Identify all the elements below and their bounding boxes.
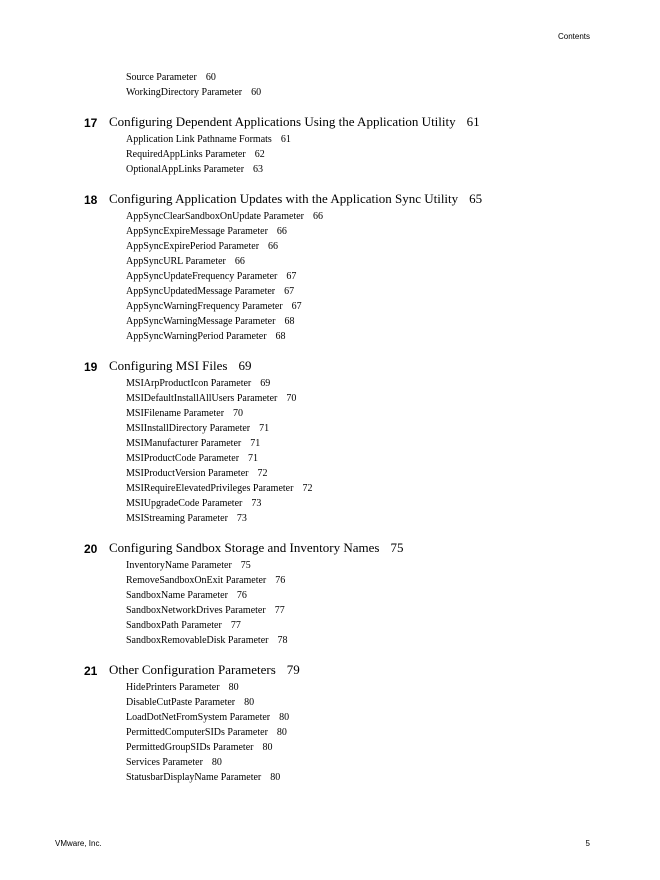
toc-entry[interactable] (126, 406, 660, 421)
toc-entry[interactable] (126, 695, 660, 710)
toc-entry-page: 76 (236, 590, 247, 601)
toc-entry-title: MSIUpgradeCode Parameter (126, 498, 243, 509)
toc-entry-page: 72 (257, 468, 268, 479)
toc-entry-title: AppSyncURL Parameter (126, 256, 226, 267)
toc-entry-title: OptionalAppLinks Parameter (126, 164, 245, 175)
toc-entry-title: MSIDefaultInstallAllUsers Parameter (126, 393, 278, 404)
toc-entry[interactable] (126, 299, 660, 314)
table-of-contents (0, 70, 660, 785)
toc-entry-page: 77 (230, 620, 241, 631)
chapter-title: Other Configuration Parameters (109, 662, 276, 677)
toc-entry[interactable] (126, 680, 660, 695)
toc-entry-title: MSIProductVersion Parameter (126, 468, 249, 479)
toc-entry-page: 80 (228, 682, 239, 693)
toc-entry-page: 80 (270, 772, 281, 783)
toc-entry[interactable] (126, 376, 660, 391)
chapter-title-group (109, 660, 300, 680)
chapter-title-group (109, 112, 480, 132)
toc-entry-title: AppSyncWarningPeriod Parameter (126, 331, 267, 342)
chapter-page: 79 (286, 662, 300, 677)
toc-entry-title: WorkingDirectory Parameter (126, 87, 243, 98)
footer-page-number: 5 (585, 839, 590, 848)
toc-entry[interactable] (126, 329, 660, 344)
toc-entry[interactable] (126, 132, 660, 147)
toc-entry-page: 61 (280, 134, 291, 145)
toc-entry-page: 67 (286, 271, 297, 282)
toc-entry-title: Source Parameter (126, 72, 197, 83)
toc-entry-page: 68 (275, 331, 286, 342)
toc-entry-title: MSIProductCode Parameter (126, 453, 240, 464)
toc-entry-title: LoadDotNetFromSystem Parameter (126, 712, 271, 723)
toc-entry[interactable] (126, 770, 660, 785)
toc-entry-title: AppSyncClearSandboxOnUpdate Parameter (126, 211, 305, 222)
toc-entry[interactable] (126, 70, 660, 85)
running-header: Contents (557, 32, 590, 41)
toc-entry-page: 77 (274, 605, 285, 616)
chapter-title-group (109, 356, 251, 376)
chapter-number: 21 (84, 664, 98, 678)
toc-entry-page: 76 (275, 575, 286, 586)
toc-entry-page: 69 (260, 378, 271, 389)
toc-entry[interactable] (126, 496, 660, 511)
toc-entry-title: AppSyncExpirePeriod Parameter (126, 241, 260, 252)
toc-entry-title: RemoveSandboxOnExit Parameter (126, 575, 267, 586)
toc-entry-page: 60 (251, 87, 262, 98)
toc-entry[interactable] (126, 421, 660, 436)
toc-entry-page: 72 (302, 483, 313, 494)
toc-entry[interactable] (126, 314, 660, 329)
chapter-title: Configuring Sandbox Storage and Inventory Names (109, 540, 380, 555)
toc-entry[interactable] (126, 481, 660, 496)
toc-entry-title: HidePrinters Parameter (126, 682, 220, 693)
toc-entry[interactable] (126, 85, 660, 100)
toc-entry-title: DisableCutPaste Parameter (126, 697, 236, 708)
toc-entry[interactable] (126, 755, 660, 770)
toc-entry-title: Application Link Pathname Formats (126, 134, 272, 145)
toc-entry[interactable] (126, 710, 660, 725)
toc-entry-title: PermittedGroupSIDs Parameter (126, 742, 254, 753)
chapter-heading[interactable] (0, 356, 660, 376)
footer-publisher: VMware, Inc. (55, 839, 102, 848)
chapter-number: 19 (84, 360, 98, 374)
toc-entry[interactable] (126, 588, 660, 603)
toc-entry-title: AppSyncUpdateFrequency Parameter (126, 271, 278, 282)
toc-entry-page: 80 (279, 712, 290, 723)
toc-entry-page: 66 (268, 241, 279, 252)
toc-entry-page: 80 (211, 757, 222, 768)
toc-entry-title: AppSyncWarningMessage Parameter (126, 316, 276, 327)
toc-entry-page: 73 (251, 498, 262, 509)
toc-entry-page: 78 (277, 635, 288, 646)
toc-entry-page: 60 (205, 72, 216, 83)
chapter-title: Configuring Dependent Applications Using the Application Utility (109, 114, 456, 129)
toc-entry-page: 73 (236, 513, 247, 524)
chapter-page: 65 (469, 191, 483, 206)
toc-entry[interactable] (126, 740, 660, 755)
toc-entry-page: 67 (284, 286, 295, 297)
toc-entry-page: 66 (276, 226, 287, 237)
toc-entry[interactable] (126, 147, 660, 162)
toc-entry-title: StatusbarDisplayName Parameter (126, 772, 262, 783)
toc-entry-title: AppSyncExpireMessage Parameter (126, 226, 268, 237)
chapter-number: 17 (84, 116, 98, 130)
toc-entry-page: 70 (286, 393, 297, 404)
toc-entry-page: 63 (253, 164, 264, 175)
toc-entry-page: 70 (233, 408, 244, 419)
toc-entry[interactable] (126, 284, 660, 299)
toc-entry[interactable] (126, 511, 660, 526)
chapter-heading[interactable] (0, 112, 660, 132)
toc-entry-page: 66 (234, 256, 245, 267)
chapter-page: 61 (466, 114, 480, 129)
toc-entry[interactable] (126, 603, 660, 618)
toc-entry-title: MSIFilename Parameter (126, 408, 225, 419)
toc-entry-title: MSIManufacturer Parameter (126, 438, 242, 449)
toc-entry-title: MSIArpProductIcon Parameter (126, 378, 252, 389)
toc-entry[interactable] (126, 558, 660, 573)
toc-entry-title: Services Parameter (126, 757, 203, 768)
chapter-number: 18 (84, 193, 98, 207)
toc-entry-title: MSIInstallDirectory Parameter (126, 423, 251, 434)
toc-entry-page: 80 (276, 727, 287, 738)
toc-entry[interactable] (126, 573, 660, 588)
toc-entry-title: RequiredAppLinks Parameter (126, 149, 246, 160)
toc-entry-page: 71 (250, 438, 261, 449)
toc-entry[interactable] (126, 269, 660, 284)
toc-entry[interactable] (126, 391, 660, 406)
toc-entry-page: 80 (262, 742, 273, 753)
chapter-heading[interactable] (0, 660, 660, 680)
chapter-title-group (109, 189, 482, 209)
toc-entry-title: SandboxRemovableDisk Parameter (126, 635, 269, 646)
toc-entry[interactable] (126, 451, 660, 466)
toc-entry-title: PermittedComputerSIDs Parameter (126, 727, 268, 738)
toc-entry-page: 71 (259, 423, 270, 434)
toc-entry-title: MSIStreaming Parameter (126, 513, 228, 524)
toc-entry-title: SandboxPath Parameter (126, 620, 222, 631)
toc-entry-page: 67 (291, 301, 302, 312)
toc-entry-title: MSIRequireElevatedPrivileges Parameter (126, 483, 294, 494)
chapter-page: 75 (390, 540, 404, 555)
toc-entry-title: SandboxName Parameter (126, 590, 228, 601)
toc-entry[interactable] (126, 725, 660, 740)
toc-entry[interactable] (126, 633, 660, 648)
chapter-title: Configuring MSI Files (109, 358, 228, 373)
toc-entry-title: SandboxNetworkDrives Parameter (126, 605, 266, 616)
toc-entry-page: 66 (313, 211, 324, 222)
toc-entry-page: 62 (254, 149, 265, 160)
toc-entry[interactable] (126, 436, 660, 451)
toc-entry-page: 80 (244, 697, 255, 708)
chapter-heading[interactable] (0, 189, 660, 209)
toc-entry-title: AppSyncUpdatedMessage Parameter (126, 286, 276, 297)
toc-entry[interactable] (126, 224, 660, 239)
toc-entry[interactable] (126, 209, 660, 224)
chapter-page: 69 (238, 358, 252, 373)
chapter-heading[interactable] (0, 538, 660, 558)
toc-entry[interactable] (126, 239, 660, 254)
toc-entry[interactable] (126, 466, 660, 481)
toc-entry-page: 68 (284, 316, 295, 327)
toc-entry-title: InventoryName Parameter (126, 560, 232, 571)
chapter-title-group (109, 538, 403, 558)
chapter-number: 20 (84, 542, 98, 556)
toc-entry-title: AppSyncWarningFrequency Parameter (126, 301, 283, 312)
toc-entry-page: 75 (240, 560, 251, 571)
toc-entry-page: 71 (248, 453, 259, 464)
toc-entry[interactable] (126, 254, 660, 269)
toc-entry[interactable] (126, 162, 660, 177)
toc-entry[interactable] (126, 618, 660, 633)
chapter-title: Configuring Application Updates with the Application Sync Utility (109, 191, 459, 206)
